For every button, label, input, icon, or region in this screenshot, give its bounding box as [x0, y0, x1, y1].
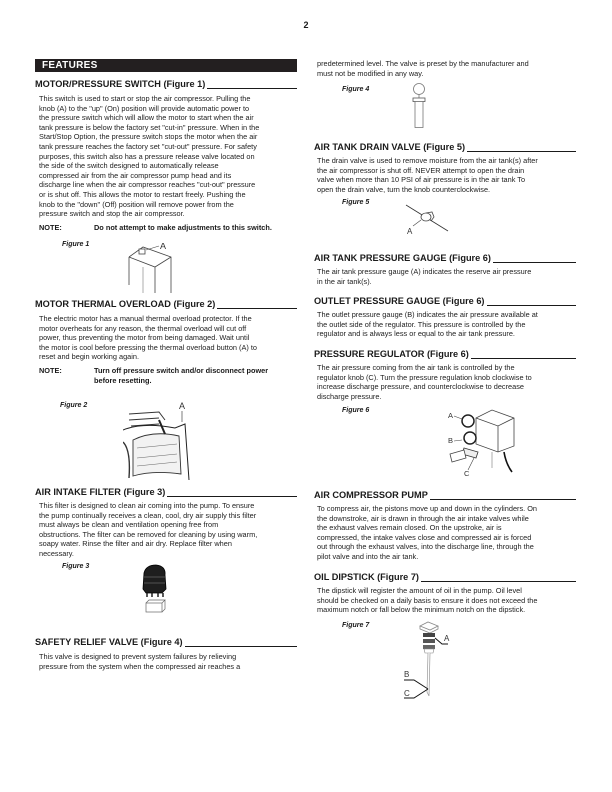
figure-2-label: Figure 2 [60, 402, 88, 409]
pressure-regulator-heading: PRESSURE REGULATOR (Figure 6) [314, 349, 576, 359]
figure-1-pressure-switch [125, 243, 185, 293]
figure-3-label: Figure 3 [62, 563, 90, 570]
air-compressor-pump-heading: AIR COMPRESSOR PUMP [314, 490, 576, 500]
thermal-overload-note: NOTE: Turn off pressure switch and/or disconnect power before resetting. [39, 366, 269, 385]
outlet-pressure-gauge-text: The outlet pressure gauge (B) indicates the air pressure available at the outlet side of the regulator. This pressure is controlled by the regulator and is always less or equal to the air tank pressure. [317, 310, 538, 339]
figure-6-label: Figure 6 [342, 407, 370, 414]
motor-pressure-switch-heading: MOTOR/PRESSURE SWITCH (Figure 1) [35, 79, 297, 89]
figure-3-intake-filter [140, 563, 170, 613]
figure-4-label: Figure 4 [342, 86, 370, 93]
figure-2-motor-overload [123, 400, 203, 480]
drain-valve-heading: AIR TANK DRAIN VALVE (Figure 5) [314, 142, 576, 152]
safety-relief-valve-text-continued: predetermined level. The valve is preset by the manufacturer and must not be modified in any way. [317, 59, 529, 78]
svg-text:A: A [179, 401, 186, 411]
svg-text:A: A [448, 411, 454, 420]
svg-text:C: C [404, 689, 410, 698]
safety-relief-valve-heading: SAFETY RELIEF VALVE (Figure 4) [35, 637, 297, 647]
motor-pressure-switch-text: This switch is used to start or stop the air compressor. Pulling the knob (A) to the "up" (On) position will provide automatic power to the pressure switch which will allow the motor to start when the air tank pressure is below the factory set "cut-in" pressure. When in the Start/Stop Option, the pressure switch stops the motor when the air tank pressure reaches the factory set "cut-out" pressure. For safety purposes, this switch also has a pressure release valve located on the side of the switch designed to automatically release compressed air from the air compressor pump head and its discharge line when the air compressor reaches "cut-out" pressure or is shut off. This allows the motor to restart freely. Pushing the knob to the "down" (Off) position will remove power from the pressure switch and stop the air compressor. [39, 94, 260, 219]
page-number: 2 [303, 20, 309, 30]
motor-switch-note: NOTE: Do not attempt to make adjustments to this switch. [39, 223, 272, 232]
thermal-overload-text: The electric motor has a manual thermal overload protector. If the motor overheats for any reason, the thermal overload will cut off power, thus preventing the motor from being damaged. Wait until the motor is cool before pressing the thermal overload button (A) to reset and begin working again. [39, 314, 257, 362]
figure-5-label: Figure 5 [342, 199, 370, 206]
outlet-pressure-gauge-heading: OUTLET PRESSURE GAUGE (Figure 6) [314, 296, 576, 306]
svg-text:B: B [404, 670, 410, 679]
air-intake-filter-heading: AIR INTAKE FILTER (Figure 3) [35, 487, 297, 497]
oil-dipstick-heading: OIL DIPSTICK (Figure 7) [314, 572, 576, 582]
figure-6-regulator-gauges [442, 408, 520, 478]
svg-text:A: A [160, 243, 167, 251]
svg-text:C: C [464, 469, 470, 478]
figure-7-oil-dipstick [398, 620, 458, 702]
figure-5-drain-valve [404, 203, 454, 237]
safety-relief-valve-text: This valve is designed to prevent system failures by relieving pressure from the system when the compressed air reaches a [39, 652, 241, 671]
features-section-title: FEATURES [35, 59, 297, 72]
tank-pressure-gauge-heading: AIR TANK PRESSURE GAUGE (Figure 6) [314, 253, 576, 263]
figure-7-label: Figure 7 [342, 622, 370, 629]
heading-rule [207, 80, 297, 89]
pressure-regulator-text: The air pressure coming from the air tank is controlled by the regulator knob (C). Turn the pressure regulation knob clockwise to increase discharge pressure, and counterclockwise to decrease discharge pressure. [317, 363, 532, 401]
tank-pressure-gauge-text: The air tank pressure gauge (A) indicates the reserve air pressure in the air tank(s). [317, 267, 532, 286]
figure-4-relief-valve [411, 82, 427, 130]
svg-text:A: A [444, 634, 450, 643]
thermal-overload-heading: MOTOR THERMAL OVERLOAD (Figure 2) [35, 299, 297, 309]
figure-1-label: Figure 1 [62, 241, 90, 248]
svg-text:A: A [407, 227, 413, 236]
oil-dipstick-text: The dipstick will register the amount of oil in the pump. Oil level should be checked on a daily basis to ensure it does not exceed the maximum notch or fall below the minimum notch on the dipstick. [317, 586, 538, 615]
air-compressor-pump-text: To compress air, the pistons move up and down in the cylinders. On the downstroke, air is drawn in through the air intake valves while the exhaust valves remain closed. On the upstroke, air is compressed, the intake valves close and compressed air is forced out through the exhaust valves, into the discharge line, through the pilot valve and into the air tank. [317, 504, 538, 561]
drain-valve-text: The drain valve is used to remove moisture from the air tank(s) after the air compressor is shut off. NEVER attempt to open the drain valve when more than 10 PSI of air pressure is in the air tank To open the drain valve, turn the knob counterclockwise. [317, 156, 538, 194]
svg-text:B: B [448, 436, 454, 445]
air-intake-filter-text: This filter is designed to clean air coming into the pump. To ensure the pump continually receives a clean, cool, dry air supply this filter must always be clean and ventilation opening free from obstructions. The filter can be removed for cleaning by using warm, soapy water. Rinse the filter and air dry. Replace filter when necessary. [39, 501, 258, 558]
